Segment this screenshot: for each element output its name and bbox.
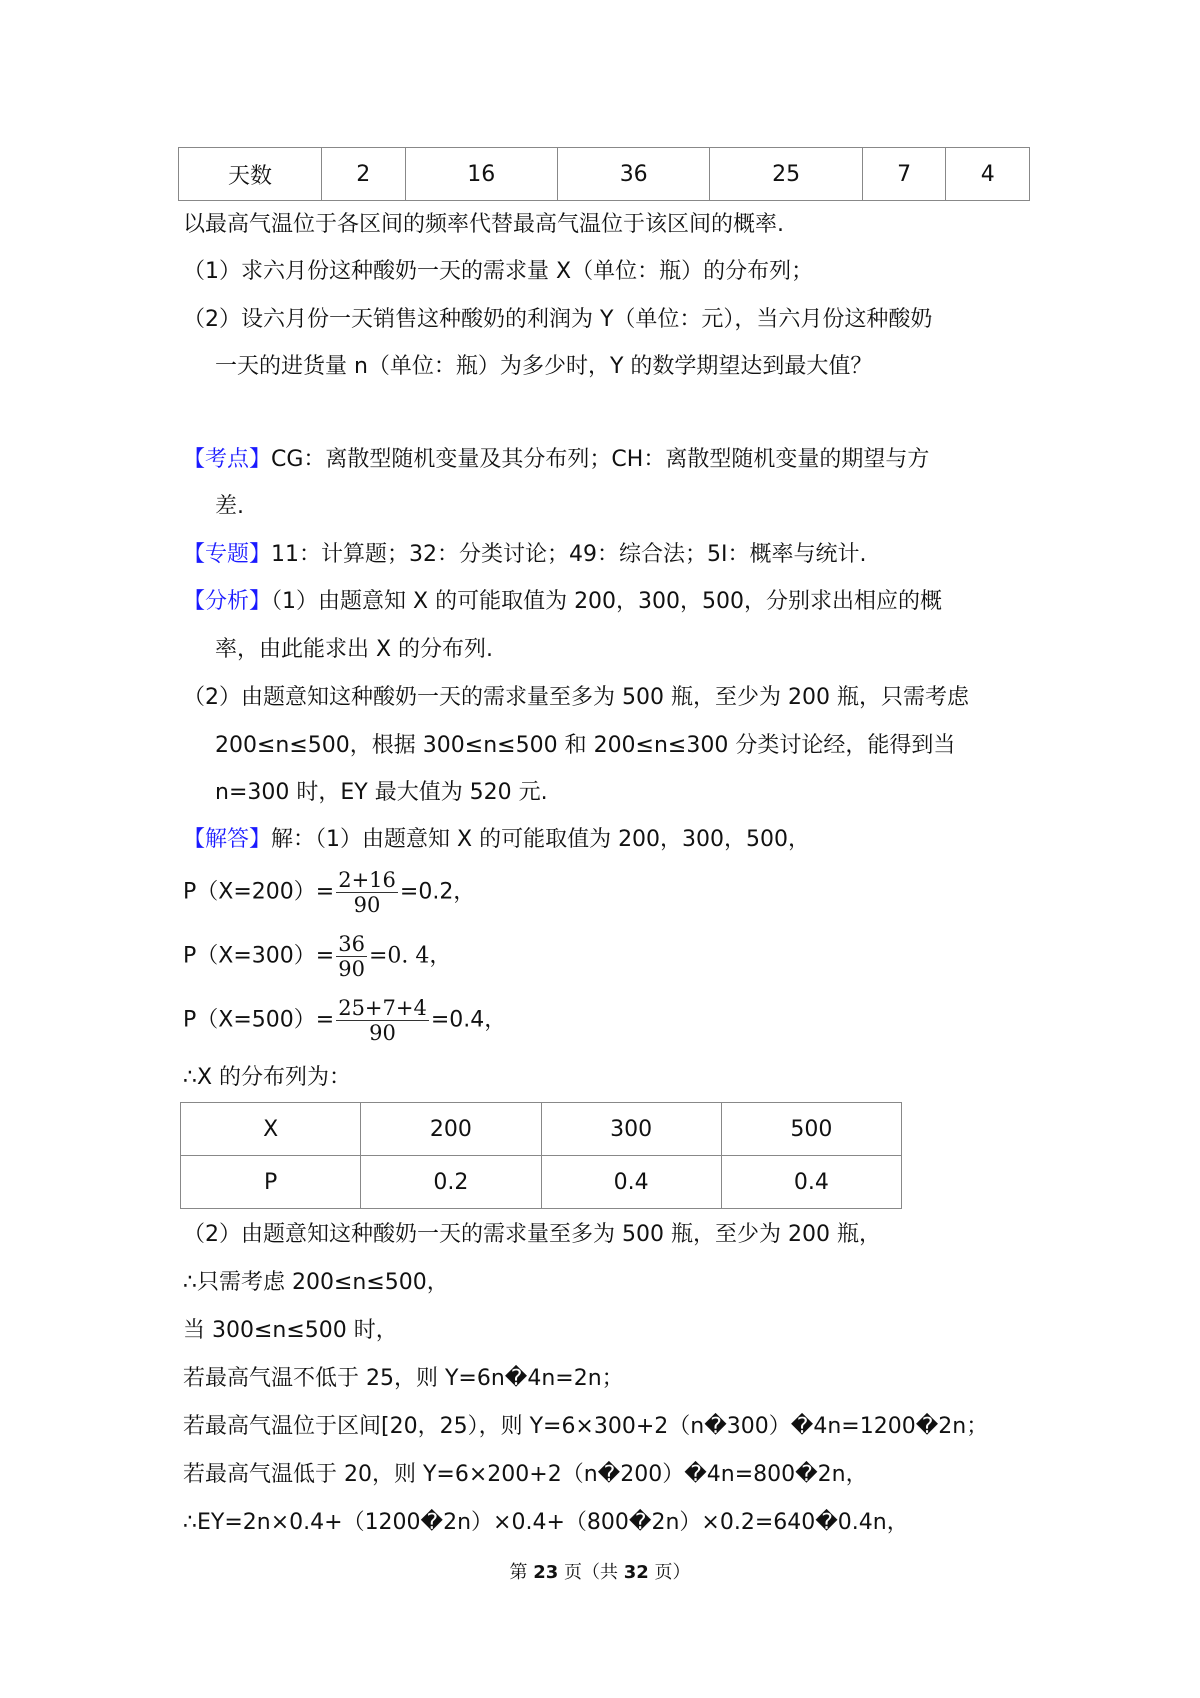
page-number: 23 [533,1562,559,1583]
fraction-denominator: 90 [369,1021,396,1045]
jieda-section [183,825,810,855]
distribution-intro: ∴X 的分布列为： [183,1065,352,1090]
zhuanti-tag: 【专题】 [183,542,272,567]
solution-part2-line: 若最高气温位于区间[20，25），则 Y=6×300+2（n�300）�4n=1200�2n； [183,1414,989,1439]
kaodian-section [183,445,929,475]
question-1: （1）求六月份这种酸奶一天的需求量 X（单位：瓶）的分布列； [183,259,814,284]
fraction [336,996,429,1045]
jieda-tag: 【解答】 [183,827,272,852]
fraction-numerator: 2+16 [338,868,396,892]
solution-part2-line: ∴EY=2n×0.4+（1200�2n）×0.4+（800�2n）×0.2=640�0.4n， [183,1510,909,1535]
fenxi-line-2: 率，由此能求出 X 的分布列. [215,637,494,662]
days-table [178,147,1030,201]
kaodian-tag: 【考点】 [183,447,272,472]
probability-x-200 [183,868,475,917]
fraction [336,932,367,981]
table-cell: 0.4 [721,1156,901,1209]
table-cell: 7 [862,148,946,201]
footer-middle: 页（共 [564,1562,618,1583]
probability-x-500 [183,996,506,1045]
jieda-text: 解：（1）由题意知 X 的可能取值为 200，300，500， [271,827,811,852]
kaodian-line-2: 差. [215,494,244,519]
zhuanti-section [183,540,866,570]
table-cell: 4 [946,148,1030,201]
solution-part2-line: 若最高气温低于 20，则 Y=6×200+2（n�200）�4n=800�2n， [183,1462,868,1487]
fraction-denominator: 90 [338,957,365,981]
fenxi-section [183,587,942,617]
fenxi-line-5: n=300 时，EY 最大值为 520 元. [215,780,548,805]
table-cell: 16 [405,148,557,201]
fraction-denominator: 90 [353,893,381,917]
table-cell: 300 [541,1103,721,1156]
equation-rhs: =0. 4， [368,943,452,969]
footer-prefix: 第 [509,1562,528,1583]
fenxi-tag: 【分析】 [183,589,272,614]
table-row [181,1156,902,1209]
solution-part2-line: ∴只需考虑 200≤n≤500， [183,1270,449,1295]
table-cell: 25 [710,148,862,201]
table-cell: 0.2 [361,1156,541,1209]
table-cell: 500 [721,1103,901,1156]
distribution-table [180,1102,902,1209]
fraction-numerator: 36 [338,932,365,956]
table-row [179,148,1030,201]
solution-part2-line: 若最高气温不低于 25，则 Y=6n�4n=2n； [183,1366,624,1391]
page-footer [0,1558,1200,1584]
equation-lhs: P（X=500）= [183,1007,335,1033]
kaodian-text: CG：离散型随机变量及其分布列；CH：离散型随机变量的期望与方 [271,447,930,472]
fenxi-text: （1）由题意知 X 的可能取值为 200，300，500，分别求出相应的概 [271,589,943,614]
solution-part2-line: 当 300≤n≤500 时， [183,1318,398,1343]
solution-part2-line: （2）由题意知这种酸奶一天的需求量至多为 500 瓶，至少为 200 瓶， [183,1222,881,1247]
question-2-line-1: （2）设六月份一天销售这种酸奶的利润为 Y（单位：元），当六月份这种酸奶 [183,307,933,332]
equation-rhs: =0.4， [430,1007,507,1033]
zhuanti-text: 11：计算题；32：分类讨论；49：综合法；5I：概率与统计. [271,542,867,567]
question-2-line-2: 一天的进货量 n（单位：瓶）为多少时，Y 的数学期望达到最大值？ [215,354,873,379]
table-cell: 0.4 [541,1156,721,1209]
table-cell: 36 [557,148,709,201]
table-cell: X [181,1103,361,1156]
equation-rhs: =0.2， [399,879,476,905]
equation-lhs: P（X=300）= [183,943,335,969]
fenxi-line-3: （2）由题意知这种酸奶一天的需求量至多为 500 瓶，至少为 200 瓶，只需考虑 [183,685,969,710]
table-label-cell: 天数 [179,148,322,201]
page-total: 32 [623,1562,649,1583]
table-cell: 2 [322,148,406,201]
fraction [336,868,398,917]
table-cell: P [181,1156,361,1209]
fenxi-line-4: 200≤n≤500，根据 300≤n≤500 和 200≤n≤300 分类讨论经，能得到当 [215,733,956,758]
problem-intro: 以最高气温位于各区间的频率代替最高气温位于该区间的概率. [183,212,784,237]
probability-x-300 [183,932,451,981]
footer-suffix: 页） [654,1562,691,1583]
table-row [181,1103,902,1156]
table-cell: 200 [361,1103,541,1156]
equation-lhs: P（X=200）= [183,879,335,905]
fraction-numerator: 25+7+4 [338,996,427,1020]
